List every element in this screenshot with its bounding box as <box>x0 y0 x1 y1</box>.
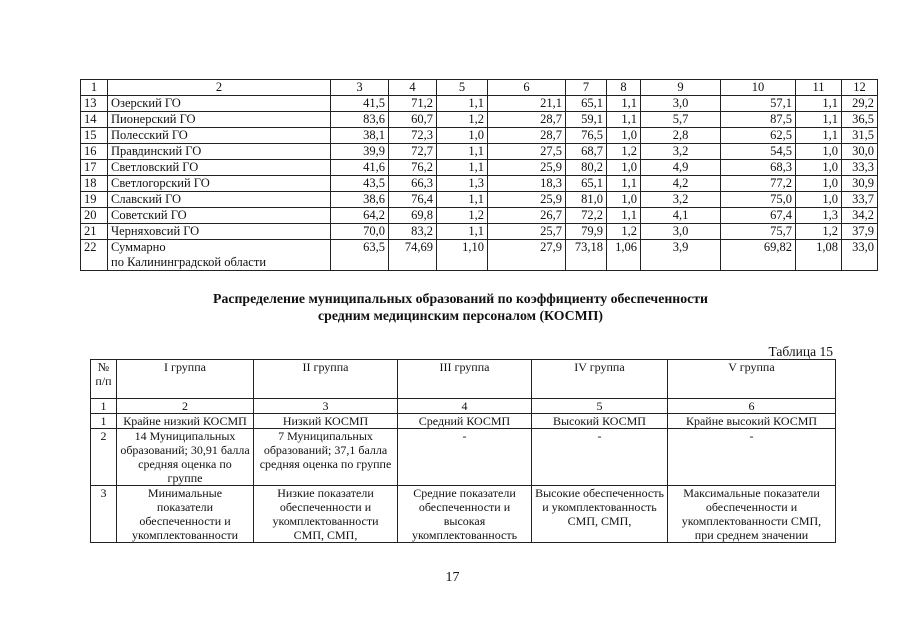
total-row <box>81 240 878 271</box>
value-cell: 1,3 <box>437 176 488 192</box>
municipality-name: Полесский ГО <box>108 128 331 144</box>
group-cell: Минимальные показатели обеспеченности и укомплектованности <box>117 486 254 543</box>
value-cell: 5,7 <box>641 112 721 128</box>
value-cell: 1,2 <box>437 208 488 224</box>
value-cell: 76,2 <box>389 160 437 176</box>
value-cell: 66,3 <box>389 176 437 192</box>
value-cell: 1,2 <box>437 112 488 128</box>
value-cell: 30,0 <box>842 144 878 160</box>
column-number: 12 <box>842 80 878 96</box>
value-cell: 1,2 <box>607 224 641 240</box>
value-cell: 68,7 <box>566 144 607 160</box>
value-cell: 1,0 <box>796 144 842 160</box>
value-cell: 68,3 <box>721 160 796 176</box>
total-value: 1,10 <box>437 240 488 271</box>
column-number: 1 <box>81 80 108 96</box>
value-cell: 4,1 <box>641 208 721 224</box>
value-cell: 1,1 <box>607 176 641 192</box>
municipality-name: Пионерский ГО <box>108 112 331 128</box>
table-row <box>81 192 878 208</box>
column-number: 5 <box>437 80 488 96</box>
value-cell: 1,1 <box>437 224 488 240</box>
value-cell: 65,1 <box>566 176 607 192</box>
regional-indicators-table <box>80 79 878 271</box>
value-cell: 1,1 <box>437 96 488 112</box>
total-value: 69,82 <box>721 240 796 271</box>
value-cell: 21,1 <box>488 96 566 112</box>
column-number: 8 <box>607 80 641 96</box>
total-value: 3,9 <box>641 240 721 271</box>
group-cell: Крайне низкий КОСМП <box>117 414 254 429</box>
value-cell: 72,2 <box>566 208 607 224</box>
total-value: 74,69 <box>389 240 437 271</box>
value-cell: 67,4 <box>721 208 796 224</box>
value-cell: 72,7 <box>389 144 437 160</box>
group-cell: - <box>532 429 668 486</box>
value-cell: 65,1 <box>566 96 607 112</box>
value-cell: 41,5 <box>331 96 389 112</box>
column-number: 11 <box>796 80 842 96</box>
value-cell: 1,2 <box>607 144 641 160</box>
row-number: 2 <box>91 429 117 486</box>
groups-row <box>91 486 836 543</box>
total-name-line1: Суммарно <box>111 240 166 254</box>
municipality-name: Светлогорский ГО <box>108 176 331 192</box>
municipality-name: Черняховсий ГО <box>108 224 331 240</box>
total-value: 63,5 <box>331 240 389 271</box>
value-cell: 3,0 <box>641 96 721 112</box>
value-cell: 76,5 <box>566 128 607 144</box>
value-cell: 1,0 <box>796 192 842 208</box>
value-cell: 80,2 <box>566 160 607 176</box>
section-title-line2: средним медицинским персоналом (КОСМП) <box>318 308 603 323</box>
row-number: 16 <box>81 144 108 160</box>
municipality-name: Советский ГО <box>108 208 331 224</box>
row-number: 1 <box>91 414 117 429</box>
value-cell: 81,0 <box>566 192 607 208</box>
total-value: 27,9 <box>488 240 566 271</box>
value-cell: 54,5 <box>721 144 796 160</box>
table-label: Таблица 15 <box>768 344 833 359</box>
group-cell: Крайне высокий КОСМП <box>668 414 836 429</box>
value-cell: 26,7 <box>488 208 566 224</box>
row-number: 15 <box>81 128 108 144</box>
total-value: 1,08 <box>796 240 842 271</box>
table-header-row <box>81 80 878 96</box>
column-number: 6 <box>668 399 836 414</box>
group-cell: Высокие обеспеченность и укомплектованность СМП, СМП, <box>532 486 668 543</box>
column-number: 2 <box>117 399 254 414</box>
value-cell: 25,7 <box>488 224 566 240</box>
value-cell: 70,0 <box>331 224 389 240</box>
value-cell: 25,9 <box>488 160 566 176</box>
value-cell: 1,0 <box>607 192 641 208</box>
value-cell: 1,0 <box>796 176 842 192</box>
table-row <box>81 160 878 176</box>
value-cell: 1,0 <box>607 160 641 176</box>
column-number: 3 <box>254 399 398 414</box>
groups-number-row <box>91 399 836 414</box>
total-name-line2: по Калининградской области <box>111 255 267 269</box>
total-value: 73,18 <box>566 240 607 271</box>
group-cell: Низкие показатели обеспеченности и укомплектованности СМП, СМП, <box>254 486 398 543</box>
value-cell: 77,2 <box>721 176 796 192</box>
row-number: 13 <box>81 96 108 112</box>
group-header: III группа <box>398 360 532 399</box>
value-cell: 33,3 <box>842 160 878 176</box>
value-cell: 72,3 <box>389 128 437 144</box>
group-header: I группа <box>117 360 254 399</box>
value-cell: 87,5 <box>721 112 796 128</box>
row-number: 18 <box>81 176 108 192</box>
groups-table <box>90 359 836 543</box>
municipality-name: Правдинский ГО <box>108 144 331 160</box>
value-cell: 4,2 <box>641 176 721 192</box>
page-number: 17 <box>445 570 460 585</box>
value-cell: 1,1 <box>437 160 488 176</box>
column-number: 3 <box>331 80 389 96</box>
table-row <box>81 176 878 192</box>
municipality-name: Озерский ГО <box>108 96 331 112</box>
municipality-name: Светловский ГО <box>108 160 331 176</box>
value-cell: 1,0 <box>437 128 488 144</box>
value-cell: 27,5 <box>488 144 566 160</box>
value-cell: 39,9 <box>331 144 389 160</box>
value-cell: 75,0 <box>721 192 796 208</box>
value-cell: 1,1 <box>796 128 842 144</box>
group-header: IV группа <box>532 360 668 399</box>
value-cell: 1,0 <box>607 128 641 144</box>
total-value: 1,06 <box>607 240 641 271</box>
value-cell: 38,1 <box>331 128 389 144</box>
column-number: 9 <box>641 80 721 96</box>
value-cell: 57,1 <box>721 96 796 112</box>
table-row <box>81 96 878 112</box>
group-header: V группа <box>668 360 836 399</box>
section-title <box>80 290 841 324</box>
value-cell: 79,9 <box>566 224 607 240</box>
value-cell: 83,6 <box>331 112 389 128</box>
row-number: 20 <box>81 208 108 224</box>
column-number: 4 <box>398 399 532 414</box>
group-cell: Низкий КОСМП <box>254 414 398 429</box>
row-number: 3 <box>91 486 117 543</box>
table-row <box>81 144 878 160</box>
column-number: 1 <box>91 399 117 414</box>
value-cell: 62,5 <box>721 128 796 144</box>
municipality-name: Славский ГО <box>108 192 331 208</box>
row-number: 22 <box>81 240 108 271</box>
row-number: 21 <box>81 224 108 240</box>
value-cell: 1,1 <box>607 112 641 128</box>
groups-row <box>91 429 836 486</box>
table-row <box>81 112 878 128</box>
row-number: 19 <box>81 192 108 208</box>
value-cell: 3,2 <box>641 192 721 208</box>
groups-header-row <box>91 360 836 399</box>
column-number: 2 <box>108 80 331 96</box>
value-cell: 1,1 <box>607 96 641 112</box>
value-cell: 28,7 <box>488 128 566 144</box>
value-cell: 59,1 <box>566 112 607 128</box>
column-number: 10 <box>721 80 796 96</box>
index-header: № п/п <box>91 360 117 399</box>
value-cell: 33,7 <box>842 192 878 208</box>
value-cell: 38,6 <box>331 192 389 208</box>
column-number: 5 <box>532 399 668 414</box>
value-cell: 1,1 <box>437 144 488 160</box>
value-cell: 41,6 <box>331 160 389 176</box>
value-cell: 75,7 <box>721 224 796 240</box>
value-cell: 76,4 <box>389 192 437 208</box>
value-cell: 83,2 <box>389 224 437 240</box>
group-cell: 14 Муниципальных образований; 30,91 балла средняя оценка по группе <box>117 429 254 486</box>
value-cell: 36,5 <box>842 112 878 128</box>
value-cell: 34,2 <box>842 208 878 224</box>
row-number: 17 <box>81 160 108 176</box>
value-cell: 25,9 <box>488 192 566 208</box>
value-cell: 60,7 <box>389 112 437 128</box>
column-number: 4 <box>389 80 437 96</box>
value-cell: 29,2 <box>842 96 878 112</box>
value-cell: 69,8 <box>389 208 437 224</box>
total-value: 33,0 <box>842 240 878 271</box>
value-cell: 28,7 <box>488 112 566 128</box>
group-header: II группа <box>254 360 398 399</box>
section-title-line1: Распределение муниципальных образований по коэффициенту обеспеченности <box>213 291 708 306</box>
value-cell: 64,2 <box>331 208 389 224</box>
column-number: 7 <box>566 80 607 96</box>
row-number: 14 <box>81 112 108 128</box>
value-cell: 18,3 <box>488 176 566 192</box>
group-cell: - <box>668 429 836 486</box>
value-cell: 37,9 <box>842 224 878 240</box>
value-cell: 1,1 <box>796 112 842 128</box>
group-cell: Высокий КОСМП <box>532 414 668 429</box>
value-cell: 2,8 <box>641 128 721 144</box>
group-cell: Максимальные показатели обеспеченности и укомплектованности СМП, при среднем значении <box>668 486 836 543</box>
table-row <box>81 128 878 144</box>
value-cell: 3,2 <box>641 144 721 160</box>
value-cell: 1,2 <box>796 224 842 240</box>
group-cell: Средние показатели обеспеченности и высокая укомплектованность <box>398 486 532 543</box>
value-cell: 1,1 <box>796 96 842 112</box>
value-cell: 43,5 <box>331 176 389 192</box>
value-cell: 1,0 <box>796 160 842 176</box>
value-cell: 71,2 <box>389 96 437 112</box>
value-cell: 1,3 <box>796 208 842 224</box>
value-cell: 1,1 <box>437 192 488 208</box>
group-cell: 7 Муниципальных образований; 37,1 балла средняя оценка по группе <box>254 429 398 486</box>
value-cell: 30,9 <box>842 176 878 192</box>
total-name <box>108 240 331 271</box>
group-cell: - <box>398 429 532 486</box>
group-cell: Средний КОСМП <box>398 414 532 429</box>
table-row <box>81 224 878 240</box>
groups-row <box>91 414 836 429</box>
column-number: 6 <box>488 80 566 96</box>
value-cell: 3,0 <box>641 224 721 240</box>
value-cell: 1,1 <box>607 208 641 224</box>
value-cell: 31,5 <box>842 128 878 144</box>
table-row <box>81 208 878 224</box>
value-cell: 4,9 <box>641 160 721 176</box>
